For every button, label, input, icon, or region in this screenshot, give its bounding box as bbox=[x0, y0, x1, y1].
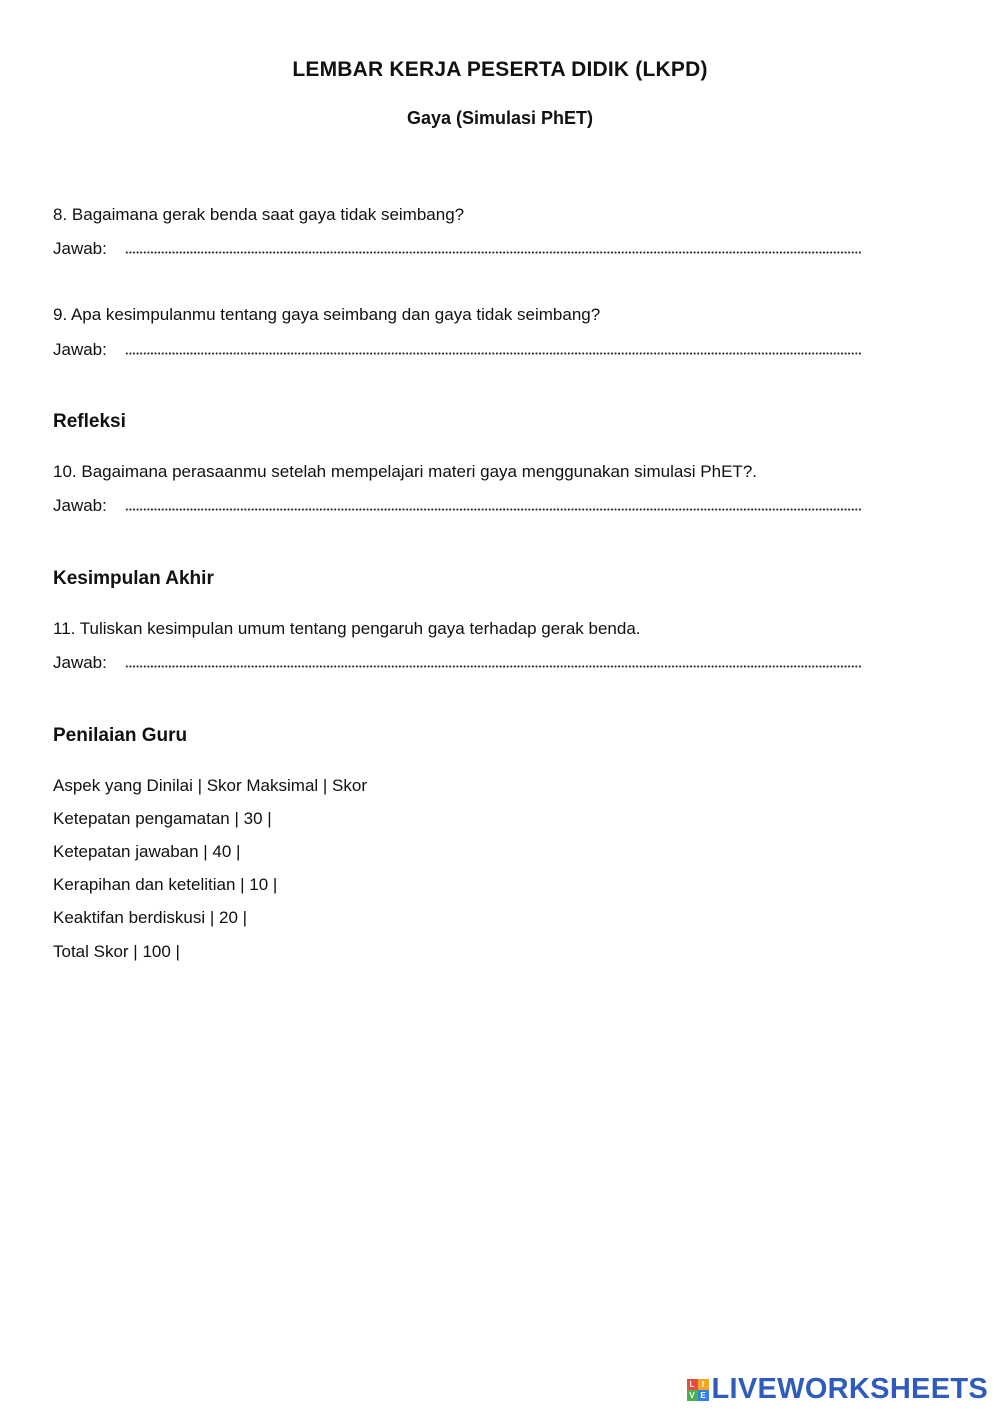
answer-dotted-line bbox=[125, 240, 861, 254]
logo-letter: V bbox=[687, 1390, 698, 1401]
liveworksheets-logo-icon bbox=[687, 1379, 709, 1401]
logo-letter: L bbox=[687, 1379, 698, 1390]
answer-dotted-line bbox=[125, 497, 861, 511]
assessment-header: Aspek yang Dinilai | Skor Maksimal | Skor bbox=[53, 776, 367, 795]
answer-dotted-line bbox=[125, 341, 861, 355]
answer-line-9[interactable] bbox=[53, 340, 861, 360]
question-10: 10. Bagaimana perasaanmu setelah mempelajari materi gaya menggunakan simulasi PhET?. bbox=[53, 462, 757, 481]
answer-label: Jawab: bbox=[53, 653, 107, 672]
answer-label: Jawab: bbox=[53, 340, 107, 359]
question-11: 11. Tuliskan kesimpulan umum tentang pengaruh gaya terhadap gerak benda. bbox=[53, 619, 641, 638]
worksheet-title: LEMBAR KERJA PESERTA DIDIK (LKPD) bbox=[292, 58, 708, 81]
section-heading-kesimpulan-akhir: Kesimpulan Akhir bbox=[53, 568, 214, 589]
answer-line-10[interactable] bbox=[53, 496, 861, 516]
answer-line-8[interactable] bbox=[53, 239, 861, 259]
answer-dotted-line bbox=[125, 654, 861, 668]
answer-label: Jawab: bbox=[53, 496, 107, 515]
section-heading-penilaian-guru: Penilaian Guru bbox=[53, 725, 188, 746]
question-8: 8. Bagaimana gerak benda saat gaya tidak seimbang? bbox=[53, 205, 465, 224]
question-9: 9. Apa kesimpulanmu tentang gaya seimbang dan gaya tidak seimbang? bbox=[53, 305, 601, 324]
logo-letter: I bbox=[698, 1379, 709, 1390]
liveworksheets-watermark bbox=[687, 1373, 989, 1406]
assessment-row: Keaktifan berdiskusi | 20 | bbox=[53, 908, 248, 927]
watermark-text: LIVEWORKSHEETS bbox=[711, 1373, 988, 1405]
assessment-row: Ketepatan jawaban | 40 | bbox=[53, 842, 241, 861]
answer-label: Jawab: bbox=[53, 239, 107, 258]
logo-letter: E bbox=[698, 1390, 709, 1401]
section-heading-refleksi: Refleksi bbox=[53, 411, 126, 432]
assessment-row: Kerapihan dan ketelitian | 10 | bbox=[53, 875, 278, 894]
worksheet-subtitle: Gaya (Simulasi PhET) bbox=[406, 108, 594, 128]
assessment-row-total: Total Skor | 100 | bbox=[53, 942, 180, 961]
assessment-row: Ketepatan pengamatan | 30 | bbox=[53, 809, 272, 828]
answer-line-11[interactable] bbox=[53, 653, 861, 673]
